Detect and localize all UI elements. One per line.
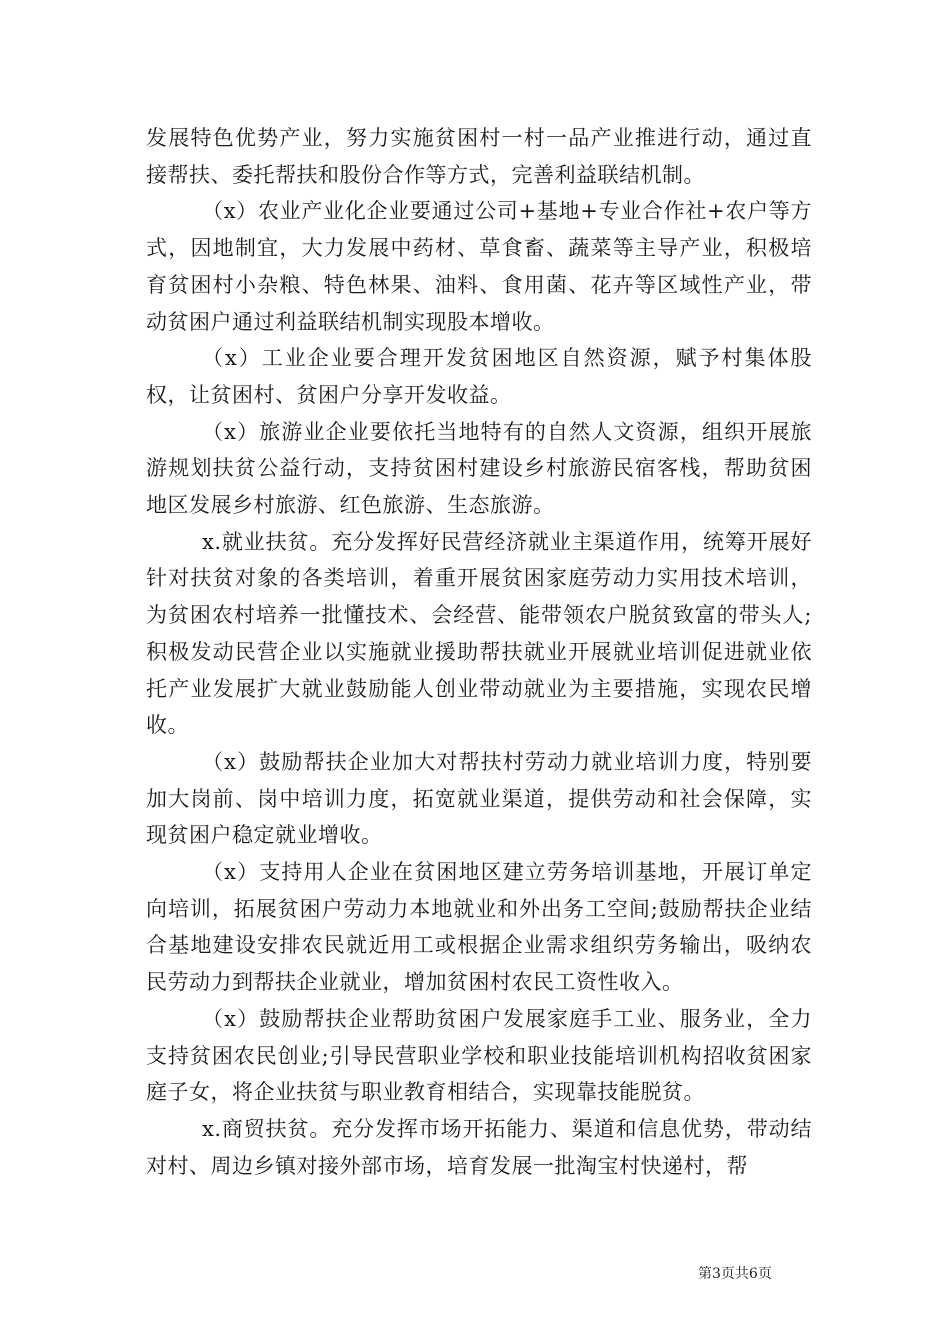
paragraph-4: （x）旅游业企业要依托当地特有的自然人文资源，组织开展旅游规划扶贫公益行动，支持贫困村建设乡村旅游民宿客栈，帮助贫困地区发展乡村旅游、红色旅游、生态旅游。 xyxy=(146,419,812,518)
paragraph-8: （x）鼓励帮扶企业帮助贫困户发展家庭手工业、服务业，全力支持贫困农民创业;引导民营职业学校和职业技能培训机构招收贫困家庭子女，将企业扶贫与职业教育相结合，实现靠技能脱贫。 xyxy=(146,1006,812,1105)
paragraph-7: （x）支持用人企业在贫困地区建立劳务培训基地，开展订单定向培训，拓展贫困户劳动力本地就业和外出务工空间;鼓励帮扶企业结合基地建设安排农民就近用工或根据企业需求组织劳务输出，吸纳农民劳动力到帮扶企业就业，增加贫困村农民工资性收入。 xyxy=(146,860,812,995)
paragraph-2: （x）农业产业化企业要通过公司+基地+专业合作社+农户等方式，因地制宜，大力发展中药材、草食畜、蔬菜等主导产业，积极培育贫困村小杂粮、特色林果、油料、食用菌、花卉等区域性产业，带动贫困户通过利益联结机制实现股本增收。 xyxy=(146,199,812,334)
paragraph-5: x.就业扶贫。充分发挥好民营经济就业主渠道作用，统筹开展好针对扶贫对象的各类培训，着重开展贫困家庭劳动力实用技术培训，为贫困农村培养一批懂技术、会经营、能带领农户脱贫致富的带头人;积极发动民营企业以实施就业援助帮扶就业开展就业培训促进就业依托产业发展扩大就业鼓励能人创业带动就业为主要措施，实现农民增收。 xyxy=(146,529,812,738)
paragraph-3: （x）工业企业要合理开发贫困地区自然资源，赋予村集体股权，让贫困村、贫困户分享开发收益。 xyxy=(146,346,812,407)
paragraph-1: 发展特色优势产业，努力实施贫困村一村一品产业推进行动，通过直接帮扶、委托帮扶和股份合作等方式，完善利益联结机制。 xyxy=(146,126,812,187)
paragraph-6: （x）鼓励帮扶企业加大对帮扶村劳动力就业培训力度，特别要加大岗前、岗中培训力度，拓宽就业渠道，提供劳动和社会保障，实现贫困户稳定就业增收。 xyxy=(146,749,812,848)
page-number: 第3页共6页 xyxy=(698,1266,772,1282)
paragraph-9: x.商贸扶贫。充分发挥市场开拓能力、渠道和信息优势，带动结对村、周边乡镇对接外部市场，培育发展一批淘宝村快递村，帮 xyxy=(146,1116,812,1178)
body-text xyxy=(146,120,812,1184)
